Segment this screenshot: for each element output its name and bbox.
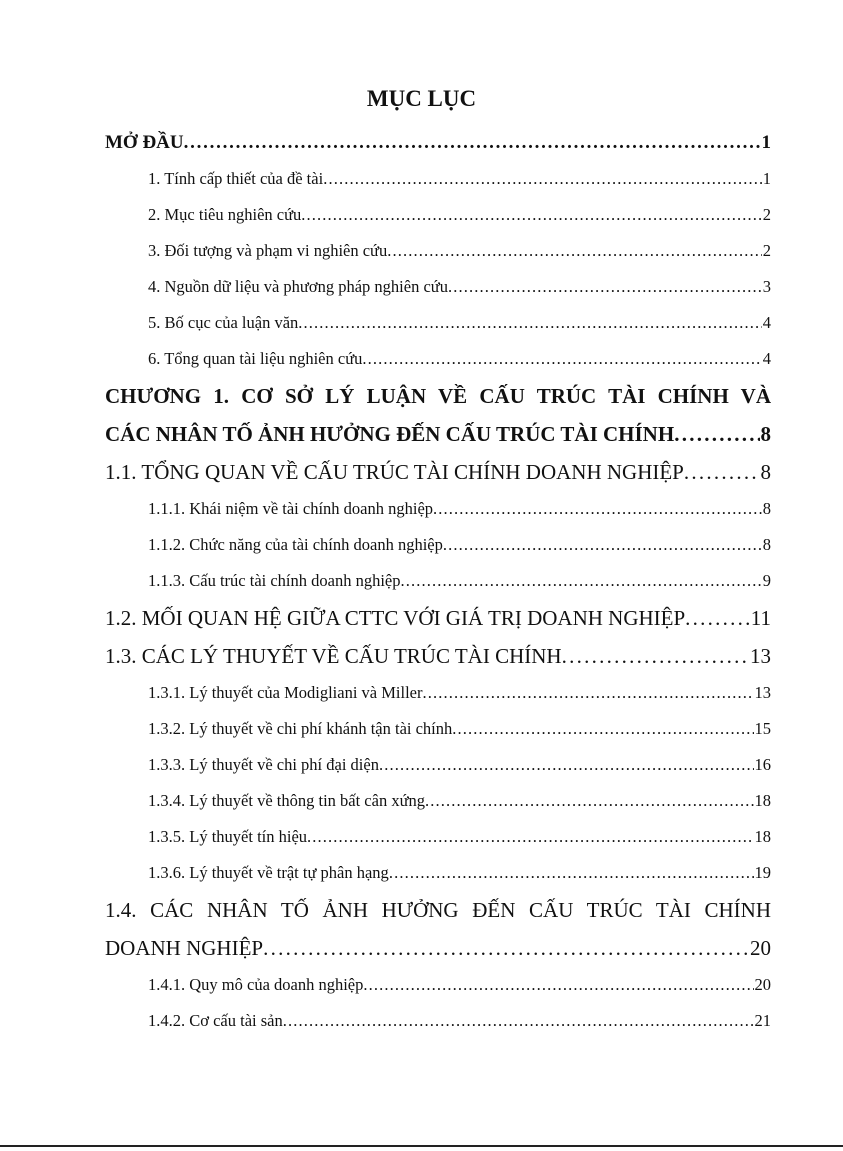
dot-leader bbox=[401, 563, 762, 599]
page-title: MỤC LỤC bbox=[366, 86, 477, 111]
toc-entry[interactable] bbox=[105, 1003, 771, 1039]
toc-entry-page: 2 bbox=[762, 205, 771, 224]
page-bottom-rule bbox=[0, 1145, 843, 1147]
dot-leader bbox=[184, 125, 761, 161]
toc-entry[interactable] bbox=[105, 269, 771, 305]
toc-entry-page: 20 bbox=[754, 975, 771, 994]
toc-entry-page: 4 bbox=[762, 313, 771, 332]
toc-entry-page: 8 bbox=[762, 535, 771, 554]
table-of-contents bbox=[105, 125, 771, 1039]
toc-entry-title: 1.3.5. Lý thuyết tín hiệu bbox=[148, 827, 308, 846]
toc-section-1-2[interactable] bbox=[105, 599, 771, 637]
toc-entry-page: 19 bbox=[754, 863, 771, 882]
dot-leader bbox=[562, 637, 749, 675]
toc-entry[interactable] bbox=[105, 747, 771, 783]
toc-entry-title: 1.2. MỐI QUAN HỆ GIỮA CTTC VỚI GIÁ TRỊ DOANH NGHIỆP bbox=[105, 606, 686, 630]
toc-entry-page: 15 bbox=[754, 719, 771, 738]
toc-entry-title: 6. Tổng quan tài liệu nghiên cứu bbox=[148, 349, 363, 368]
dot-leader bbox=[379, 747, 754, 783]
toc-entry-title: 1.4.2. Cơ cấu tài sản bbox=[148, 1011, 283, 1030]
toc-entry-title: 3. Đối tượng và phạm vi nghiên cứu bbox=[148, 241, 388, 260]
toc-entry-title: 1.1.2. Chức năng của tài chính doanh nghiệp bbox=[148, 535, 443, 554]
toc-section-1-4-line-1[interactable]: 1.4. CÁC NHÂN TỐ ẢNH HƯỞNG ĐẾN CẤU TRÚC TÀI CHÍNH bbox=[105, 898, 771, 922]
toc-entry-title: 1.3.1. Lý thuyết của Modigliani và Miller bbox=[148, 683, 423, 702]
toc-entry-title: 1.4.1. Quy mô của doanh nghiệp bbox=[148, 975, 364, 994]
toc-entry-title: 5. Bố cục của luận văn bbox=[148, 313, 299, 332]
dot-leader bbox=[443, 527, 762, 563]
dot-leader bbox=[323, 161, 762, 197]
toc-entry-title: 1.1. TỔNG QUAN VỀ CẤU TRÚC TÀI CHÍNH DOANH NGHIỆP bbox=[105, 460, 684, 484]
toc-entry-title: 1.3.2. Lý thuyết về chi phí khánh tận tài chính bbox=[148, 719, 453, 738]
dot-leader bbox=[433, 491, 762, 527]
toc-entry-title: 4. Nguồn dữ liệu và phương pháp nghiên cứu bbox=[148, 277, 448, 296]
toc-entry-title: MỞ ĐẦU bbox=[105, 132, 184, 153]
toc-entry-page: 8 bbox=[760, 422, 771, 446]
dot-leader bbox=[301, 197, 761, 233]
toc-entry-page: 18 bbox=[754, 827, 771, 846]
toc-entry[interactable] bbox=[105, 967, 771, 1003]
dot-leader bbox=[684, 453, 760, 491]
toc-entry[interactable] bbox=[105, 491, 771, 527]
toc-entry[interactable] bbox=[105, 161, 771, 197]
dot-leader bbox=[448, 269, 762, 305]
toc-entry-page: 1 bbox=[762, 169, 771, 188]
toc-entry-page: 2 bbox=[762, 241, 771, 260]
toc-entry-page: 18 bbox=[754, 791, 771, 810]
toc-entry[interactable] bbox=[105, 197, 771, 233]
toc-entry[interactable] bbox=[105, 819, 771, 855]
toc-entry-page: 8 bbox=[762, 499, 771, 518]
toc-entry-page: 4 bbox=[762, 349, 771, 368]
toc-section-1-3[interactable] bbox=[105, 637, 771, 675]
toc-entry-title: 1.3.6. Lý thuyết về trật tự phân hạng bbox=[148, 863, 389, 882]
toc-entry-page: 20 bbox=[750, 936, 771, 960]
toc-entry[interactable] bbox=[105, 341, 771, 377]
toc-section-1-1[interactable] bbox=[105, 453, 771, 491]
toc-entry-page: 3 bbox=[762, 277, 771, 296]
dot-leader bbox=[283, 1003, 754, 1039]
toc-entry[interactable] bbox=[105, 711, 771, 747]
toc-entry-page: 16 bbox=[754, 755, 771, 774]
toc-entry-page: 11 bbox=[750, 606, 771, 630]
toc-entry-page: 13 bbox=[750, 644, 771, 668]
toc-entry-title: 1. Tính cấp thiết của đề tài bbox=[148, 169, 324, 188]
dot-leader bbox=[263, 929, 749, 967]
toc-entry[interactable] bbox=[105, 527, 771, 563]
toc-entry[interactable] bbox=[105, 233, 771, 269]
dot-leader bbox=[298, 305, 761, 341]
toc-entry-title: 2. Mục tiêu nghiên cứu bbox=[148, 205, 302, 224]
toc-entry-title: 1.3.3. Lý thuyết về chi phí đại diện bbox=[148, 755, 379, 774]
toc-entry-page: 8 bbox=[760, 460, 771, 484]
dot-leader bbox=[452, 711, 753, 747]
toc-entry-page: 13 bbox=[754, 683, 771, 702]
toc-entry-title: 1.3. CÁC LÝ THUYẾT VỀ CẤU TRÚC TÀI CHÍNH bbox=[105, 644, 562, 668]
toc-entry[interactable] bbox=[105, 783, 771, 819]
dot-leader bbox=[674, 415, 759, 453]
toc-entry[interactable] bbox=[105, 675, 771, 711]
dot-leader bbox=[423, 675, 754, 711]
toc-entry-page: 1 bbox=[761, 132, 771, 153]
toc-section-1-4-line-2[interactable] bbox=[105, 929, 771, 967]
toc-entry-title: 1.1.1. Khái niệm về tài chính doanh nghiệp bbox=[148, 499, 434, 518]
dot-leader bbox=[425, 783, 753, 819]
toc-entry-page: 9 bbox=[762, 571, 771, 590]
dot-leader bbox=[387, 233, 762, 269]
toc-entry[interactable] bbox=[105, 305, 771, 341]
toc-entry-mo-dau[interactable] bbox=[105, 125, 771, 161]
toc-entry[interactable] bbox=[105, 563, 771, 599]
dot-leader bbox=[363, 967, 753, 1003]
dot-leader bbox=[307, 819, 753, 855]
toc-entry-title: 1.1.3. Cấu trúc tài chính doanh nghiệp bbox=[148, 571, 401, 590]
toc-entry[interactable] bbox=[105, 855, 771, 891]
dot-leader bbox=[362, 341, 761, 377]
toc-chapter-1-line-2[interactable] bbox=[105, 415, 771, 453]
toc-entry-title: DOANH NGHIỆP bbox=[105, 936, 264, 960]
dot-leader bbox=[685, 599, 750, 637]
toc-entry-title: CÁC NHÂN TỐ ẢNH HƯỞNG ĐẾN CẤU TRÚC TÀI CHÍNH bbox=[105, 422, 675, 446]
toc-entry-title: 1.3.4. Lý thuyết về thông tin bất cân xứng bbox=[148, 791, 426, 810]
dot-leader bbox=[389, 855, 754, 891]
toc-chapter-1-line-1[interactable]: CHƯƠNG 1. CƠ SỞ LÝ LUẬN VỀ CẤU TRÚC TÀI CHÍNH VÀ bbox=[105, 384, 771, 408]
toc-entry-page: 21 bbox=[754, 1011, 771, 1030]
